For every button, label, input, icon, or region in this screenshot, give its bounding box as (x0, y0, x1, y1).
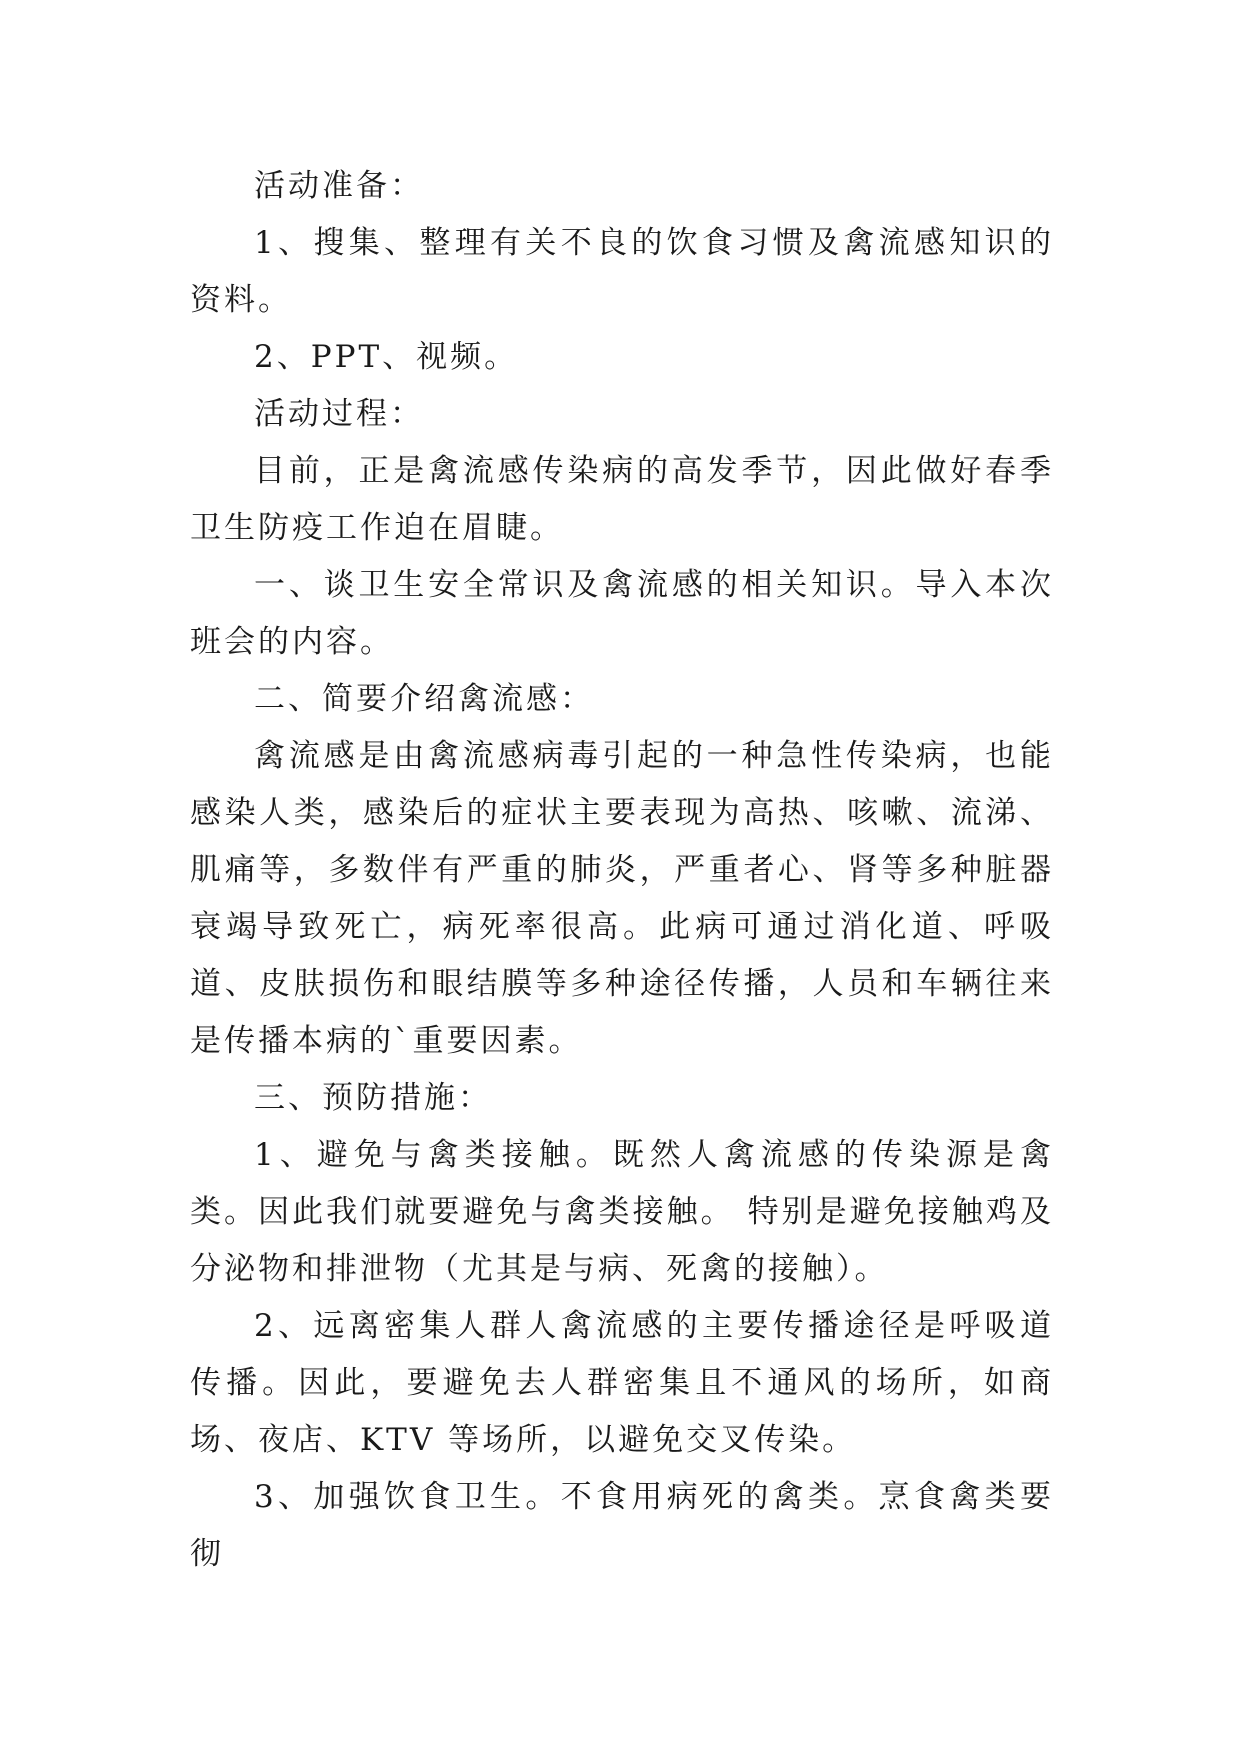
paragraph-intro: 目前，正是禽流感传染病的高发季节，因此做好春季卫生防疫工作迫在眉睫。 (190, 453, 1054, 546)
paragraph-section-3-heading: 三、预防措施： (254, 1080, 492, 1116)
paragraph-measure-2: 2、远离密集人群人禽流感的主要传播途径是呼吸道传播。因此，要避免去人群密集且不通风的场所，如商场、夜店、KTV 等场所，以避免交叉传染。 (190, 1308, 1054, 1458)
paragraph-avian-flu-description: 禽流感是由禽流感病毒引起的一种急性传染病，也能感染人类，感染后的症状主要表现为高热、咳嗽、流涕、肌痛等，多数伴有严重的肺炎，严重者心、肾等多种脏器衰竭导致死亡，病死率很高。此病可通过消化道、呼吸道、皮肤损伤和眼结膜等多种途径传播，人员和车辆往来是传播本病的`重要因素。 (190, 738, 1054, 1059)
paragraph-preparation-item-1: 1、搜集、整理有关不良的饮食习惯及禽流感知识的资料。 (190, 225, 1054, 318)
paragraph-measure-1: 1、避免与禽类接触。既然人禽流感的传染源是禽类。因此我们就要避免与禽类接触。 特别是避免接触鸡及分泌物和排泄物（尤其是与病、死禽的接触）。 (190, 1137, 1054, 1287)
paragraph-preparation-item-2: 2、PPT、视频。 (254, 339, 519, 375)
paragraph-activity-preparation-heading: 活动准备： (254, 168, 424, 204)
paragraph-activity-process-heading: 活动过程： (254, 396, 424, 432)
paragraph-measure-3: 3、加强饮食卫生。不食用病死的禽类。烹食禽类要彻 (190, 1479, 1054, 1572)
document-body (190, 158, 1054, 1583)
paragraph-section-2-heading: 二、简要介绍禽流感： (254, 681, 594, 717)
paragraph-section-1: 一、谈卫生安全常识及禽流感的相关知识。导入本次班会的内容。 (190, 567, 1054, 660)
